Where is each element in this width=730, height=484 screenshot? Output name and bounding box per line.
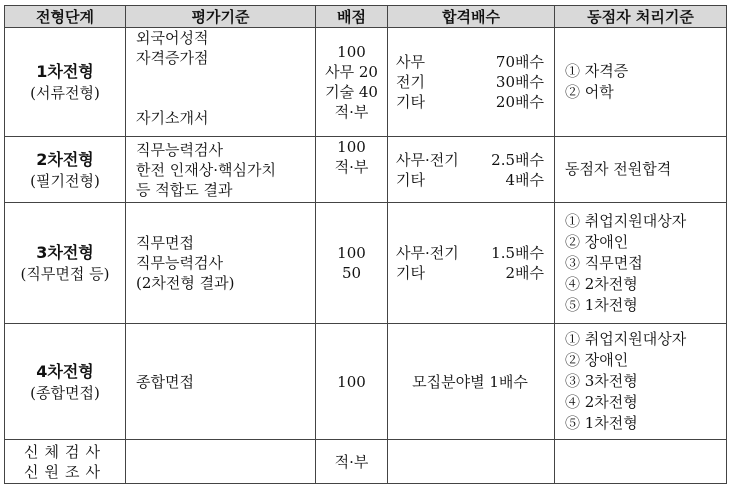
criteria-line: 외국어성적 <box>136 29 209 47</box>
stage-sub: (필기전형) <box>30 171 100 190</box>
score-line: 100 <box>337 244 366 262</box>
criteria-cell <box>126 440 316 484</box>
stage-sub: (직무면접 등) <box>20 265 110 283</box>
multiple-label: 사무 <box>396 53 425 71</box>
criteria-line: 한전 인재상·핵심가치 <box>136 160 276 179</box>
criteria-cell <box>126 137 316 203</box>
tie-rule-line: ① 취업지원대상자 <box>565 330 687 348</box>
tie-rule-cell <box>555 203 727 324</box>
multiple-label: 전기 <box>396 73 425 91</box>
multiple-value: 30배수 <box>495 73 544 91</box>
tie-rule-line: ⑤ 1차전형 <box>565 414 638 432</box>
multiple-value: 70배수 <box>495 53 544 71</box>
criteria-line: 종합면접 <box>136 372 194 391</box>
tie-rule-cell <box>555 137 727 203</box>
tie-rule-line: ④ 2차전형 <box>565 393 638 411</box>
criteria-cell <box>126 324 316 440</box>
score-line: 100 <box>337 43 366 61</box>
tie-rule-line: ③ 3차전형 <box>565 372 638 390</box>
criteria-line <box>136 68 315 88</box>
stage-sub: (종합면접) <box>30 383 100 402</box>
multiple-label: 기타 <box>396 170 425 189</box>
multiple-cell <box>388 203 555 324</box>
score-line: 적·부 <box>334 103 369 121</box>
criteria-line: 직무면접 <box>136 234 194 252</box>
multiple-cell <box>388 28 555 137</box>
multiple-label: 기타 <box>396 264 425 282</box>
stage-sub: (서류전형) <box>30 84 100 102</box>
score-line: 적·부 <box>334 158 369 176</box>
multiple-value: 4배수 <box>505 170 544 189</box>
tie-rule-line: ② 장애인 <box>565 232 629 251</box>
stage-line: 신원조사 <box>24 462 106 481</box>
multiple-value: 20배수 <box>495 93 544 111</box>
header-multiple: 합격배수 <box>388 6 555 28</box>
tie-rule-cell <box>555 324 727 440</box>
multiple-line <box>396 243 544 263</box>
score-line: 100 <box>337 138 366 156</box>
tie-rule-line: ① 취업지원대상자 <box>565 211 687 230</box>
header-score: 배점 <box>316 6 388 28</box>
criteria-line: 등 적합도 결과 <box>136 180 233 199</box>
header-tie-rule: 동점자 처리기준 <box>555 6 727 28</box>
stage-name: 4차전형 <box>36 361 94 381</box>
multiple-cell <box>388 440 555 484</box>
tie-rule-line: 동점자 전원합격 <box>565 160 672 178</box>
tie-rule-line: ⑤ 1차전형 <box>565 295 638 314</box>
score-cell <box>316 440 388 484</box>
tie-rule-cell <box>555 440 727 484</box>
table-row <box>5 137 727 203</box>
score-line: 50 <box>341 264 362 282</box>
multiple-line <box>396 170 544 190</box>
stage-name: 1차전형 <box>36 62 94 81</box>
stage-cell <box>5 28 126 137</box>
tie-rule-line: ③ 직무면접 <box>565 253 643 272</box>
criteria-line: 직무능력검사 <box>136 254 223 272</box>
multiple-cell <box>388 137 555 203</box>
score-line: 100 <box>337 372 366 391</box>
score-cell <box>316 137 388 203</box>
stage-cell <box>5 137 126 203</box>
criteria-line <box>136 88 315 108</box>
stage-cell <box>5 203 126 324</box>
score-cell <box>316 203 388 324</box>
stage-name: 3차전형 <box>36 243 94 262</box>
multiple-line <box>396 150 544 170</box>
table-row <box>5 203 727 324</box>
criteria-cell <box>126 203 316 324</box>
stage-name: 2차전형 <box>36 149 94 169</box>
table-row <box>5 440 727 484</box>
score-line: 사무 20 <box>325 63 378 81</box>
multiple-value: 2.5배수 <box>491 150 544 169</box>
table-row <box>5 28 727 137</box>
stage-cell <box>5 324 126 440</box>
criteria-line: (2차전형 결과) <box>136 274 235 292</box>
score-cell <box>316 324 388 440</box>
multiple-line <box>396 263 544 283</box>
stage-line: 신체검사 <box>24 442 106 461</box>
multiple-line <box>396 52 544 72</box>
multiple-value: 1.5배수 <box>491 244 544 262</box>
multiple-value: 2배수 <box>505 264 544 282</box>
criteria-line: 직무능력검사 <box>136 140 223 159</box>
multiple-cell <box>388 324 555 440</box>
header-row <box>5 6 727 28</box>
tie-rule-line: ① 자격증 <box>565 62 629 80</box>
score-line: 적·부 <box>334 452 369 471</box>
score-cell <box>316 28 388 137</box>
criteria-line: 자격증가점 <box>136 49 209 67</box>
table-row <box>5 324 727 440</box>
tie-rule-line: ④ 2차전형 <box>565 274 638 293</box>
multiple-label: 사무·전기 <box>396 150 459 169</box>
multiple-label: 기타 <box>396 93 425 111</box>
tie-rule-line: ② 어학 <box>565 83 614 101</box>
multiple-line <box>396 72 544 92</box>
stage-cell <box>5 440 126 484</box>
tie-rule-line: ② 장애인 <box>565 351 629 369</box>
criteria-line: 자기소개서 <box>136 109 209 127</box>
multiple-label: 사무·전기 <box>396 244 459 262</box>
header-stage: 전형단계 <box>5 6 126 28</box>
recruitment-table <box>4 5 727 484</box>
multiple-line <box>396 92 544 112</box>
score-line: 기술 40 <box>325 83 378 101</box>
multiple-line: 모집분야별 1배수 <box>412 372 528 391</box>
criteria-cell <box>126 28 316 137</box>
tie-rule-cell <box>555 28 727 137</box>
header-criteria: 평가기준 <box>126 6 316 28</box>
